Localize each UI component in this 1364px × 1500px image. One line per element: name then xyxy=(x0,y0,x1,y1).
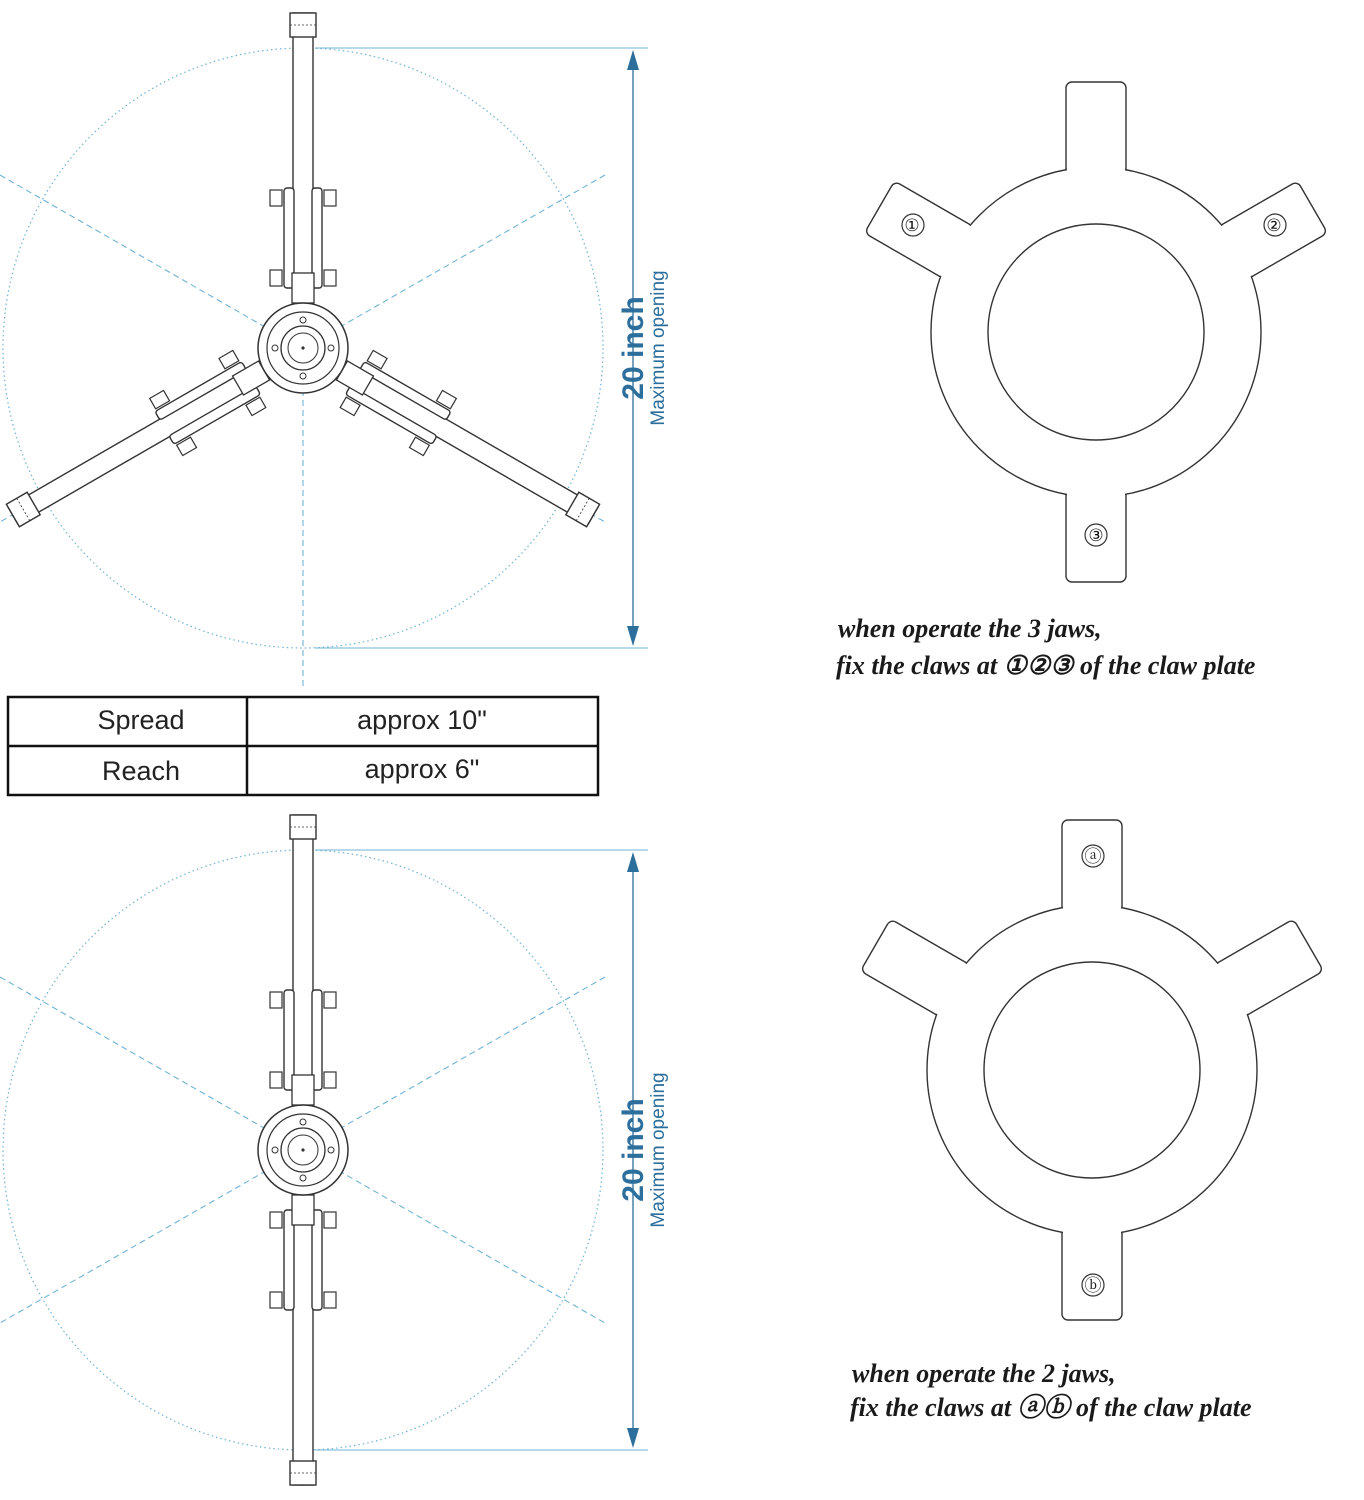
claw-plate-2-jaws xyxy=(860,820,1323,1320)
top-dimension-value: 20 inch xyxy=(617,296,650,400)
caption-2-jaws-line2: fix the claws at ⓐⓑ of the claw plate xyxy=(850,1393,1252,1422)
puller-bottom-view xyxy=(0,815,669,1490)
caption-3-jaws-line2: fix the claws at ①②③ of the claw plate xyxy=(836,651,1256,680)
bottom-dimension-value: 20 inch xyxy=(617,1098,650,1202)
bottom-dimension-note: Maximum opening xyxy=(648,1072,669,1228)
claw-plate-3-jaws xyxy=(864,82,1327,582)
reach-label: Reach xyxy=(101,756,181,786)
claw-label-1: ① xyxy=(904,216,920,235)
top-dimension-note: Maximum opening xyxy=(648,270,669,426)
caption-2-jaws-line1: when operate the 2 jaws, xyxy=(852,1359,1116,1388)
claw-label-b: ⓑ xyxy=(1084,1276,1102,1295)
caption-3-jaws-line1: when operate the 3 jaws, xyxy=(838,614,1102,643)
puller-top-view xyxy=(0,13,669,690)
spread-value: approx 10" xyxy=(357,705,487,735)
claw-label-3: ③ xyxy=(1088,526,1104,545)
reach-value: approx 6" xyxy=(364,754,480,784)
claw-label-a: ⓐ xyxy=(1084,847,1102,866)
spec-table xyxy=(8,697,598,795)
spread-label: Spread xyxy=(97,705,185,735)
claw-label-2: ② xyxy=(1266,216,1282,235)
